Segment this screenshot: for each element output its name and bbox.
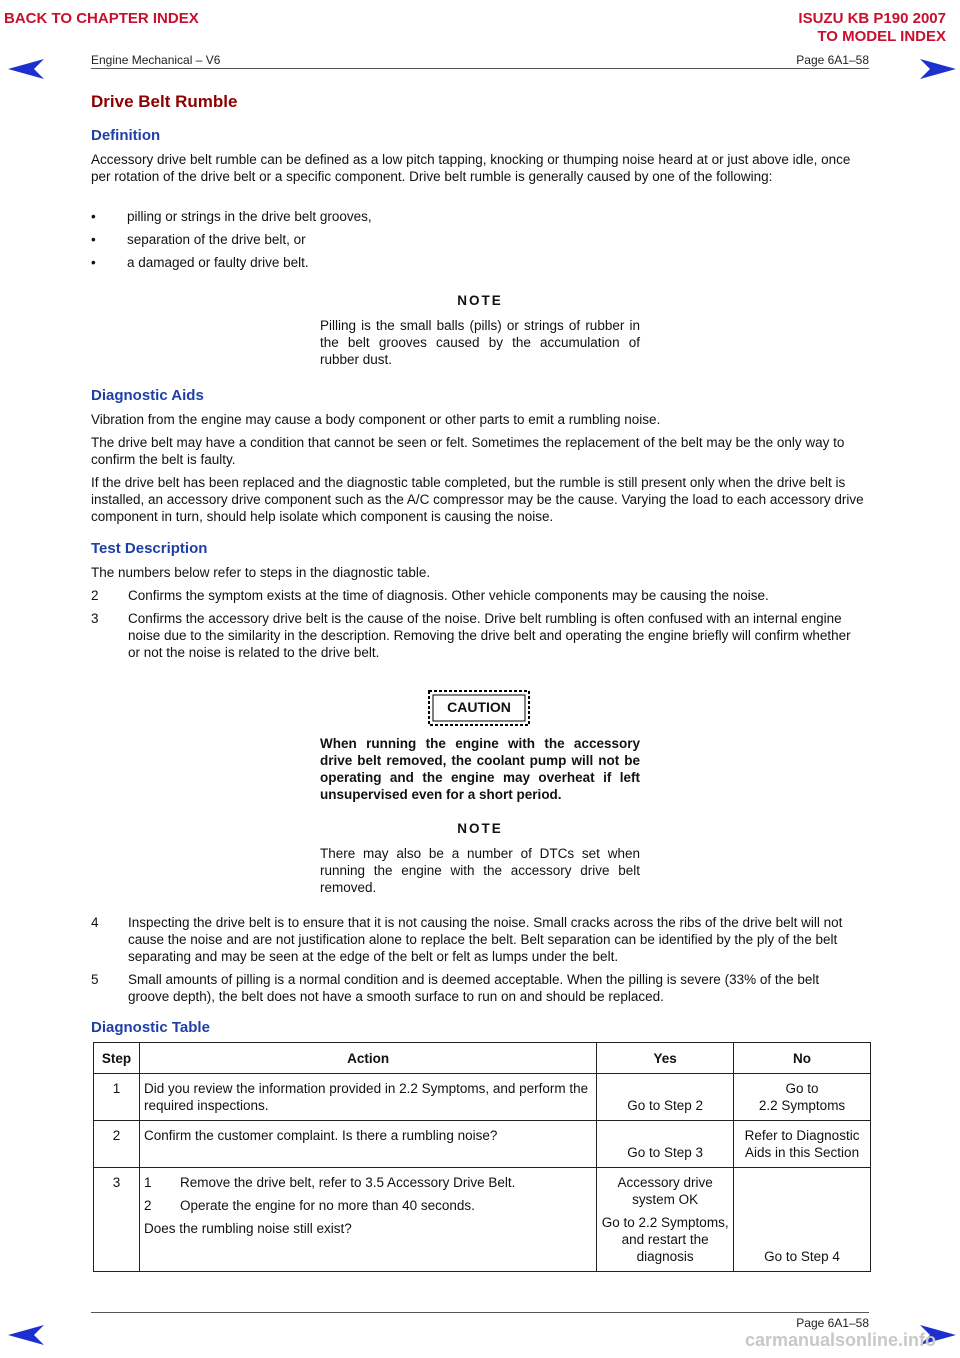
column-header: Action	[139, 1043, 596, 1074]
no-cell: Go to 2.2 Symptoms	[734, 1074, 871, 1121]
diagnostic-aids-paragraph: The drive belt may have a condition that cannot be seen or felt. Sometimes the replacement of the belt may be the only way to confirm the belt is faulty.	[91, 435, 845, 467]
diagnostic-aids-paragraph: Vibration from the engine may cause a body component or other parts to emit a rumbling noise.	[91, 412, 661, 427]
column-header: No	[734, 1043, 871, 1074]
action-question: Does the rumbling noise still exist?	[143, 1221, 352, 1236]
definition-bullets	[91, 209, 791, 270]
step-cell: 1	[94, 1074, 140, 1121]
bullet-item: • pilling or strings in the drive belt grooves,	[91, 209, 372, 224]
note-title: NOTE	[457, 293, 503, 308]
column-header: Step	[94, 1043, 140, 1074]
page-title: Drive Belt Rumble	[91, 92, 238, 111]
test-description-item: 2 Confirms the symptom exists at the time of diagnosis. Other vehicle components may be causing the noise.	[91, 588, 769, 603]
column-header: Yes	[597, 1043, 734, 1074]
no-cell: Refer to Diagnostic Aids in this Section	[734, 1121, 871, 1168]
header-page-number: Page 6A1–58	[796, 53, 869, 67]
test-description-item: 4 Inspecting the drive belt is to ensure that it is not causing the noise. Small cracks across the ribs of the drive belt will not cause the noise and are not justification alone to replace the belt. Belt separation can be identified by the ply of the belt separating and may be seen at the edge of the belt or felt as lumps under the belt.	[91, 915, 843, 964]
watermark: carmanualsonline.info	[745, 1330, 937, 1350]
yes-cell: Go to Step 3	[597, 1121, 734, 1168]
yes-cell: Go to Step 2	[597, 1074, 734, 1121]
diagnostic-table	[93, 1042, 871, 1272]
test-description-heading: Test Description	[91, 540, 208, 557]
table-row	[94, 1168, 871, 1272]
previous-page-arrow-icon[interactable]	[6, 1322, 46, 1348]
step-cell: 3	[94, 1168, 140, 1272]
yes-cell: Accessory drive system OK Go to 2.2 Symptoms, and restart the diagnosis	[597, 1168, 734, 1272]
definition-heading: Definition	[91, 127, 161, 144]
caution-label: CAUTION	[447, 699, 511, 715]
bullet-item: • a damaged or faulty drive belt.	[91, 255, 309, 270]
header-rule	[91, 68, 869, 69]
table-row	[94, 1121, 871, 1168]
note-text: Pilling is the small balls (pills) or strings of rubber in the belt grooves caused by the accumulation of rubber dust.	[320, 318, 640, 367]
section-header: Engine Mechanical – V6	[91, 53, 221, 67]
table-header-row	[94, 1043, 871, 1074]
to-model-index: TO MODEL INDEX	[817, 28, 946, 45]
action-cell: Confirm the customer complaint. Is there a rumbling noise?	[139, 1121, 596, 1168]
next-page-arrow-icon[interactable]	[918, 56, 958, 82]
action-cell: Did you review the information provided in 2.2 Symptoms, and perform the required inspections.	[139, 1074, 596, 1121]
note-text: There may also be a number of DTCs set when running the engine with the accessory drive belt removed.	[320, 846, 640, 895]
back-to-chapter-index-link[interactable]: BACK TO CHAPTER INDEX	[4, 10, 199, 27]
action-cell	[139, 1168, 596, 1272]
action-substep: 2 Operate the engine for no more than 40 seconds.	[143, 1198, 475, 1213]
table-row	[94, 1074, 871, 1121]
definition-text: Accessory drive belt rumble can be defined as a low pitch tapping, knocking or thumping noise heard at or just above idle, once per rotation of the drive belt or a specific component. Drive belt rumble is generally caused by one of the following:	[91, 152, 851, 184]
test-description-item: 5 Small amounts of pilling is a normal condition and is deemed acceptable. When the pilling is severe (33% of the belt groove depth), the belt does not have a smooth surface to run on and should be replaced.	[91, 972, 820, 1004]
footer-rule	[91, 1312, 869, 1313]
test-description-intro: The numbers below refer to steps in the diagnostic table.	[91, 565, 431, 580]
model-index-link[interactable]	[798, 10, 946, 46]
footer-page-number: Page 6A1–58	[796, 1316, 869, 1330]
previous-page-arrow-icon[interactable]	[6, 56, 46, 82]
note-title: NOTE	[457, 821, 503, 836]
diagnostic-table-heading: Diagnostic Table	[91, 1019, 210, 1036]
diagnostic-aids-heading: Diagnostic Aids	[91, 387, 204, 404]
bullet-item: • separation of the drive belt, or	[91, 232, 306, 247]
test-description-item: 3 Confirms the accessory drive belt is the cause of the noise. Drive belt rumbling is often confused with an internal engine noise due to the similarity in the description. Removing the drive belt and operating the engine briefly will confirm whether or not the noise is related to the drive belt.	[91, 611, 851, 660]
model-title: ISUZU KB P190 2007	[798, 10, 946, 27]
step-cell: 2	[94, 1121, 140, 1168]
action-substep: 1 Remove the drive belt, refer to 3.5 Accessory Drive Belt.	[143, 1175, 516, 1190]
caution-text: When running the engine with the accessory drive belt removed, the coolant pump will not be operating and the engine may overheat if left unsupervised even for a short period.	[320, 736, 640, 802]
diagnostic-aids-paragraph: If the drive belt has been replaced and the diagnostic table completed, but the rumble is still present only when the drive belt is installed, an accessory drive component such as the A/C compressor may be the cause. Varying the load to each accessory drive component in turn, should help isolate which component is causing the noise.	[91, 475, 864, 524]
no-cell: Go to Step 4	[734, 1168, 871, 1272]
